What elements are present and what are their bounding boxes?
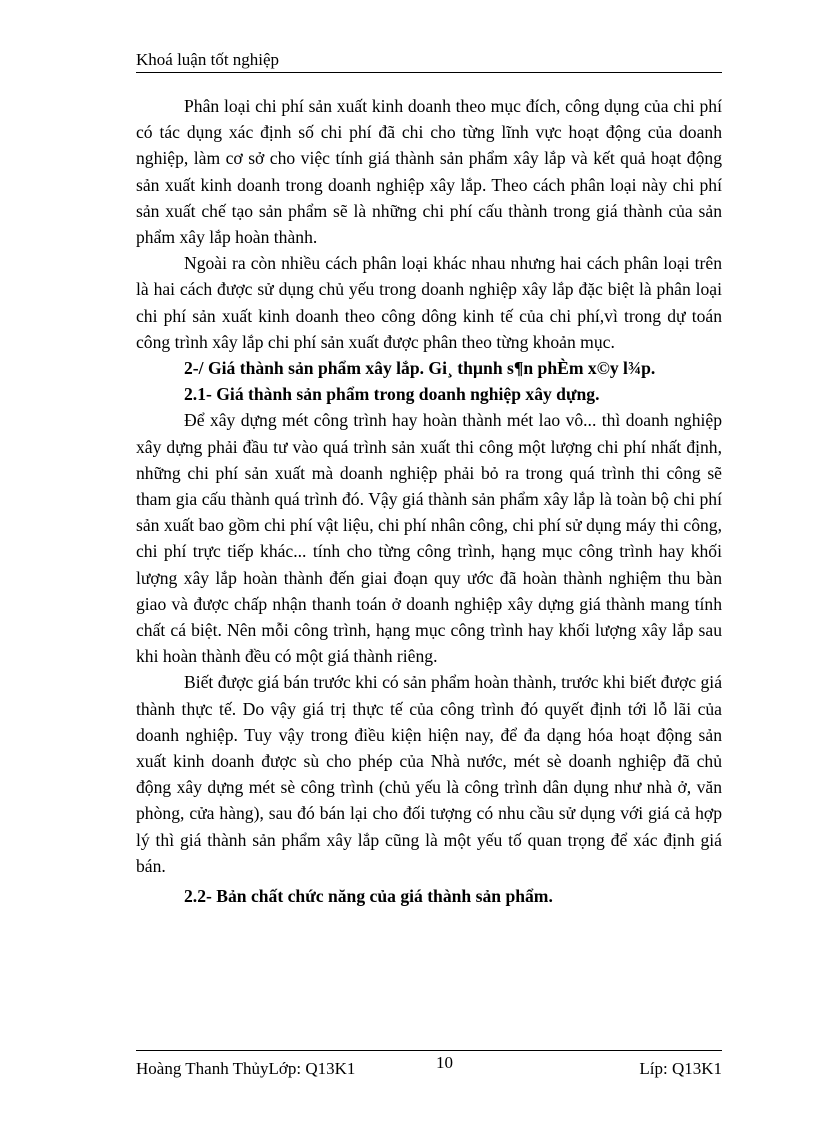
paragraph-selling-price: Biết được giá bán trước khi có sản phẩm hoàn thành, trước khi biết được giá thành thực tế. Do vậy giá trị thực tế của công trình đó quyết định tới lỗ lãi của doanh nghiệp. Tuy vậy trong điều kiện hiện nay, để đa dạng hóa hoạt động sản xuất kinh doanh được sù cho phép của Nhà nước, mét sè doanh nghiệp đã chủ động xây dựng mét sè công trình (chủ yếu là công trình dân dụng như nhà ở, văn phòng, cửa hàng), sau đó bán lại cho đối tượng có nhu cầu sử dụng với giá cả hợp lý thì giá thành sản phẩm xây lắp cũng là một yếu tố quan trọng để xác định giá bán.: [136, 672, 722, 876]
subsection-heading-2-1: 2.1- Giá thành sản phẩm trong doanh nghiệp xây dựng.: [184, 384, 600, 405]
page-footer: [136, 1050, 722, 1081]
header-title: Khoá luận tốt nghiệp: [136, 50, 280, 69]
paragraph-construction-cost-definition: Để xây dựng mét công trình hay hoàn thành mét lao vô... thì doanh nghiệp xây dựng phải đầu tư vào quá trình sản xuất thi công một lượng chi phí nhất định, những chi phí sản xuất mà doanh nghiệp phải bỏ ra trong quá trình thi công sẽ tham gia cấu thành quá trình đó. Vậy giá thành sản phẩm xây lắp là toàn bộ chi phí sản xuất bao gồm chi phí vật liệu, chi phí nhân công, chi phí sử dụng máy thi công, chi phí trực tiếp khác... tính cho từng công trình, hạng mục công trình hay khối lượng xây lắp hoàn thành đến giai đoạn quy ước đã hoàn thành nghiệm thu bàn giao và được chấp nhận thanh toán ở doanh nghiệp xây dựng giá thành mang tính chất cá biệt. Nên mỗi công trình, hạng mục công trình hay khối lượng xây lắp sau khi hoàn thành đều có một giá thành riêng.: [136, 410, 722, 667]
section-heading-2: 2-/ Giá thành sản phẩm xây lắp. Gi¸ thµnh s¶n phÈm x©y l¾p.: [184, 358, 656, 379]
footer-class: Líp: Q13K1: [639, 1059, 722, 1078]
paragraph-other-classifications: Ngoài ra còn nhiều cách phân loại khác nhau nhưng hai cách phân loại trên là hai cách được sử dụng chủ yếu trong doanh nghiệp xây lắp đặc biệt là phân loại chi phí sản xuất kinh doanh theo công dông kinh tế của chi phí,vì trong dự toán công trình xây lắp chi phí sản xuất được phân theo từng khoản mục.: [136, 253, 722, 352]
paragraph-cost-classification-purpose: Phân loại chi phí sản xuất kinh doanh theo mục đích, công dụng của chi phí có tác dụng xác định số chi phí đã chi cho từng lĩnh vực hoạt động của doanh nghiệp, làm cơ sở cho việc tính giá thành sản phẩm xây lắp và kết quả hoạt động sản xuất kinh doanh trong doanh nghiệp xây lắp. Theo cách phân loại này chi phí sản xuất chế tạo sản phẩm sẽ là những chi phí cấu thành trong giá thành của sản phẩm xây lắp hoàn thành.: [136, 96, 722, 248]
document-body: [136, 93, 722, 909]
page-number: 10: [436, 1053, 453, 1072]
page-header: [136, 50, 722, 73]
footer-author-class: Hoàng Thanh ThủyLớp: Q13K1: [136, 1059, 356, 1078]
subsection-heading-2-2: 2.2- Bản chất chức năng của giá thành sản phẩm.: [184, 886, 553, 907]
